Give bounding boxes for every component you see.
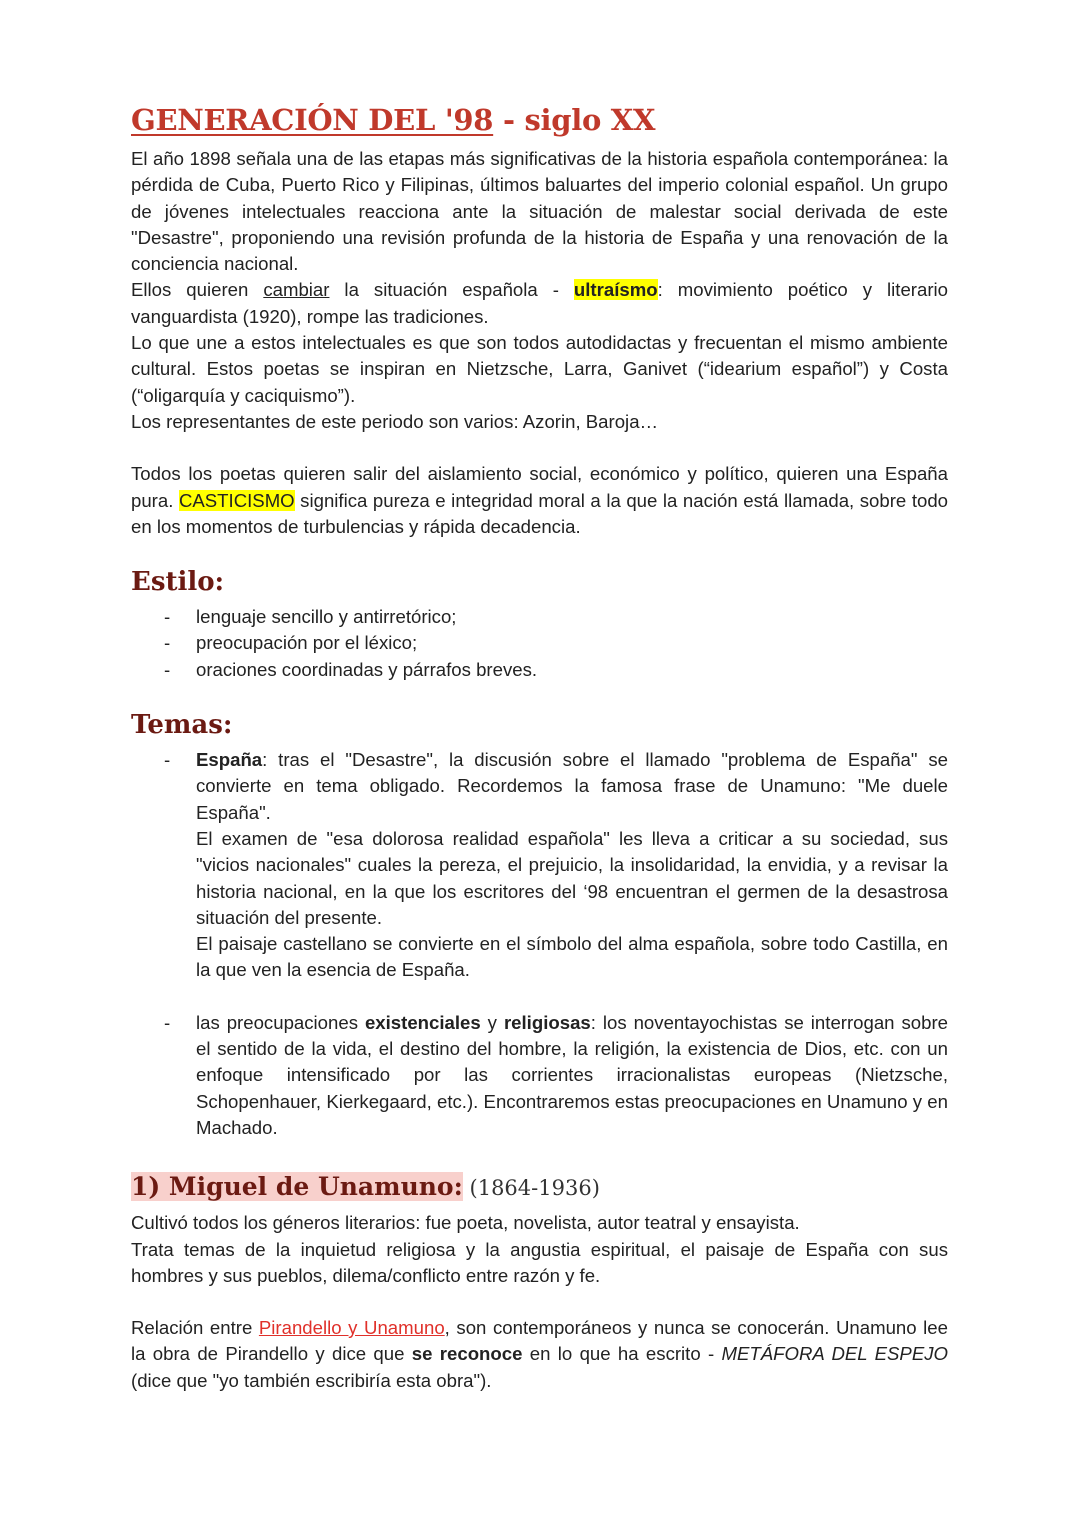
- temas-item-1-a: [196, 747, 948, 826]
- list-item: [131, 747, 948, 984]
- intro-paragraph-1: El año 1898 señala una de las etapas más significativas de la historia española contemporánea: la pérdida de Cuba, Puerto Rico y Filipinas, últimos baluartes del imperio colonial español. Un grupo de jóvenes intelectuales reacciona ante la situación de malestar social derivada de este "Desastre", proponiendo una revisión profunda de la historia de España y una renovación de la conciencia nacional.: [131, 148, 948, 275]
- text-span: (dice que "yo también escribiría esta obra").: [131, 1369, 492, 1391]
- unamuno-paragraph-1: Cultivó todos los géneros literarios: fue poeta, novelista, autor teatral y ensayista.: [131, 1212, 800, 1234]
- text-span: la situación española -: [329, 279, 574, 301]
- list-item-text: oraciones coordinadas y párrafos breves.: [196, 658, 538, 680]
- text-span: Relación entre: [131, 1317, 259, 1339]
- bold-term: religiosas: [503, 1011, 591, 1033]
- page-title: [131, 100, 948, 140]
- estilo-heading: Estilo:: [131, 567, 225, 598]
- intro-paragraph-2: [131, 277, 948, 330]
- text-span: en lo que ha escrito -: [522, 1343, 722, 1365]
- dash-bullet: -: [164, 658, 171, 680]
- estilo-list: [131, 604, 948, 683]
- dash-bullet: -: [164, 606, 171, 628]
- text-span: : tras el "Desastre", la discusión sobre el llamado "problema de España" se convierte en tema obligado. Recordemos la famosa frase de Unamuno: "Me duele España".: [196, 749, 948, 823]
- dash-bullet: -: [164, 1011, 171, 1033]
- title-rest: - siglo XX: [493, 103, 656, 137]
- dash-bullet: -: [164, 749, 171, 771]
- highlight-ultraismo: ultraísmo: [573, 279, 658, 301]
- text-span: , son contemporáneos y nunca se conocerán. Unamuno lee la obra de Pirandello y dice que: [131, 1317, 948, 1365]
- document-content: [131, 100, 948, 1394]
- list-item-text: preocupación por el léxico;: [196, 632, 418, 654]
- text-span: : movimiento poético y literario vanguardista (1920), rompe las tradiciones.: [131, 279, 948, 327]
- text-span: significa pureza e integridad moral a la que la nación está llamada, sobre todo en los momentos de turbulencias y rápida decadencia.: [131, 489, 949, 537]
- text-span: las preocupaciones: [196, 1011, 365, 1033]
- spacer: [131, 1289, 948, 1315]
- italic-term: METÁFORA DEL ESPEJO: [721, 1343, 948, 1365]
- bold-term: España: [196, 749, 263, 771]
- list-item: [131, 630, 948, 656]
- dash-bullet: -: [164, 632, 171, 654]
- list-item: [131, 604, 948, 630]
- temas-heading: Temas:: [131, 710, 233, 741]
- title-main: GENERACIÓN DEL '98: [131, 103, 494, 137]
- unamuno-heading: [131, 1169, 948, 1206]
- temas-item-1-c: El paisaje castellano se convierte en el símbolo del alma española, sobre todo Castilla, en la que ven la esencia de España.: [196, 933, 948, 981]
- spacer: [131, 435, 948, 461]
- text-span: : los noventayochistas se interrogan sobre el sentido de la vida, el destino del hombre, la religión, la existencia de Dios, etc. con un enfoque intensificado por las corrientes irracionalistas europeas (Nietzsche, Schopenhauer, Kierkegaard, etc.). Encontraremos estas preocupaciones en Unamuno y en Machado.: [196, 1011, 948, 1138]
- text-span: y: [480, 1011, 504, 1033]
- intro-paragraph-3: Lo que une a estos intelectuales es que son todos autodidactas y frecuentan el mismo ambiente cultural. Estos poetas se inspiran en Nietzsche, Larra, Ganivet (“idearium español”) y Costa (“oligarquía y caciquismo”).: [131, 332, 948, 406]
- highlight-casticismo: CASTICISMO: [178, 489, 295, 511]
- temas-item-2: [196, 1010, 948, 1141]
- temas-list: [131, 747, 948, 1141]
- list-item: [131, 657, 948, 683]
- temas-item-1-b: El examen de "esa dolorosa realidad española" les lleva a criticar a su sociedad, sus "vicios nacionales" cuales la pereza, el prejuicio, la insolidaridad, la envidia, y a revisar la historia nacional, en la que los escritores del ‘98 encuentran el germen de la desastrosa situación del presente.: [196, 827, 948, 928]
- unamuno-paragraph-3: [131, 1315, 948, 1394]
- unamuno-name: 1) Miguel de Unamuno:: [131, 1172, 463, 1202]
- list-item-text: lenguaje sencillo y antirretórico;: [196, 606, 457, 628]
- spacer: [131, 984, 948, 1010]
- bold-term: se reconoce: [411, 1343, 523, 1365]
- bold-term: existenciales: [364, 1011, 481, 1033]
- text-span: Ellos quieren: [131, 279, 264, 301]
- underlined-word: cambiar: [263, 279, 330, 301]
- intro-paragraph-4: Los representantes de este periodo son varios: Azorin, Baroja…: [131, 410, 659, 432]
- unamuno-years: (1864-1936): [462, 1176, 600, 1201]
- unamuno-paragraph-2: Trata temas de la inquietud religiosa y la angustia espiritual, el paisaje de España con sus hombres y sus pueblos, dilema/conflicto entre razón y fe.: [131, 1238, 948, 1286]
- text-span: Todos los poetas quieren salir del aislamiento social, económico y político, quieren una España pura.: [131, 463, 948, 511]
- list-item: [131, 1010, 948, 1141]
- pirandello-unamuno-link[interactable]: Pirandello y Unamuno: [258, 1317, 445, 1339]
- intro-paragraph-5: [131, 461, 948, 540]
